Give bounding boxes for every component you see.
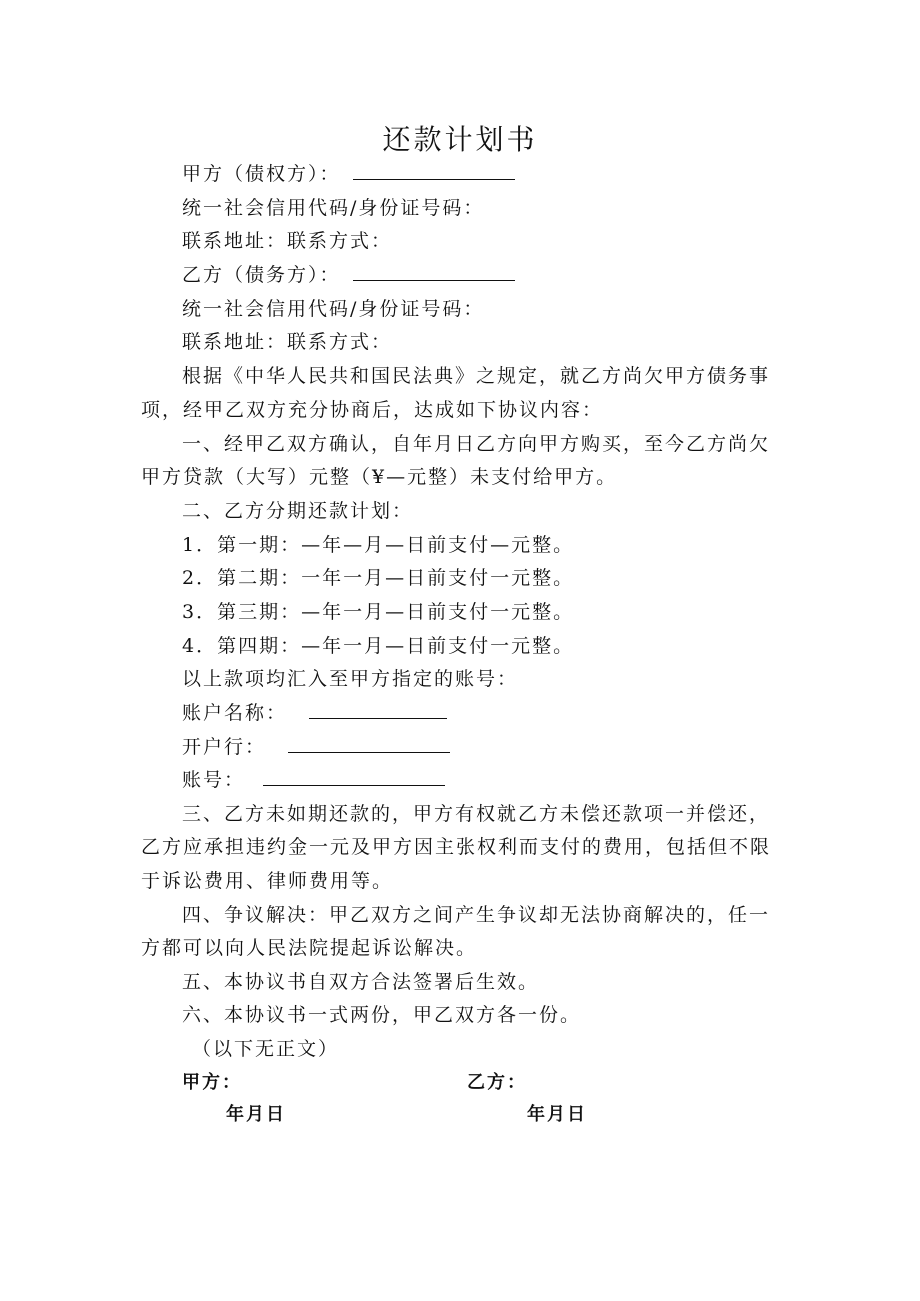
intro-text-line-2: 项，经甲乙双方充分协商后，达成如下协议内容： xyxy=(141,399,604,421)
clause-4-line-1: 四、争议解决：甲乙双方之间产生争议却无法协商解决的，任一 xyxy=(182,904,771,926)
party-b-contact-label: 联系地址：联系方式： xyxy=(182,331,393,353)
clause-5: 五、本协议书自双方合法签署后生效。 xyxy=(182,971,540,993)
clause-1-line-2: 甲方贷款（大写）元整（¥—元整）未支付给甲方。 xyxy=(141,466,618,488)
installment-item-2: 2．第二期：一年一月—日前支付一元整。 xyxy=(182,567,575,589)
installment-item-1: 1．第一期：—年—月—日前支付—元整。 xyxy=(182,534,575,556)
party-a-line xyxy=(182,162,515,186)
clause-3-line-3: 于诉讼费用、律师费用等。 xyxy=(141,870,394,892)
account-name-label: 账户名称： xyxy=(182,702,288,724)
account-number-blank xyxy=(263,769,445,786)
party-a-credit-code-label: 统一社会信用代码/身份证号码： xyxy=(182,197,485,219)
clause-6: 六、本协议书一式两份，甲乙双方各一份。 xyxy=(182,1004,582,1026)
account-number-label: 账号： xyxy=(182,769,246,791)
clause-3-line-2: 乙方应承担违约金一元及甲方因主张权利而支付的费用，包括但不限 xyxy=(141,836,772,858)
document-title: 还款计划书 xyxy=(382,123,538,156)
installment-item-3: 3．第三期：—年一月—日前支付一元整。 xyxy=(182,601,575,623)
signature-party-a-date: 年月日 xyxy=(226,1104,286,1125)
signature-party-b-date: 年月日 xyxy=(527,1104,587,1125)
bank-blank xyxy=(288,736,450,753)
clause-3-line-1: 三、乙方未如期还款的，甲方有权就乙方未偿还款项一并偿还， xyxy=(182,803,771,825)
clause-2-heading: 二、乙方分期还款计划： xyxy=(182,500,414,522)
signature-party-a-label: 甲方： xyxy=(182,1072,242,1093)
bank-label: 开户行： xyxy=(182,736,267,758)
bank-line xyxy=(182,735,450,759)
account-name-blank xyxy=(309,702,447,719)
party-a-contact-label: 联系地址：联系方式： xyxy=(182,230,393,252)
party-b-credit-code-label: 统一社会信用代码/身份证号码： xyxy=(182,298,485,320)
party-b-line xyxy=(182,263,515,287)
no-further-text-note: （以下无正文） xyxy=(192,1038,340,1060)
party-a-blank xyxy=(353,163,515,180)
party-b-blank xyxy=(353,264,515,281)
account-intro: 以上款项均汇入至甲方指定的账号： xyxy=(182,668,519,690)
party-a-label: 甲方（债权方）： xyxy=(182,163,341,185)
account-name-line xyxy=(182,701,447,725)
clause-4-line-2: 方都可以向人民法院提起诉讼解决。 xyxy=(141,937,478,959)
party-b-label: 乙方（债务方）： xyxy=(182,264,341,286)
intro-text-line-1: 根据《中华人民共和国民法典》之规定，就乙方尚欠甲方债务事 xyxy=(182,365,771,387)
installment-item-4: 4．第四期：—年一月—日前支付一元整。 xyxy=(182,635,575,657)
account-number-line xyxy=(182,768,445,792)
signature-party-b-label: 乙方： xyxy=(467,1072,527,1093)
clause-1-line-1: 一、经甲乙双方确认，自年月日乙方向甲方购买，至今乙方尚欠 xyxy=(182,433,771,455)
